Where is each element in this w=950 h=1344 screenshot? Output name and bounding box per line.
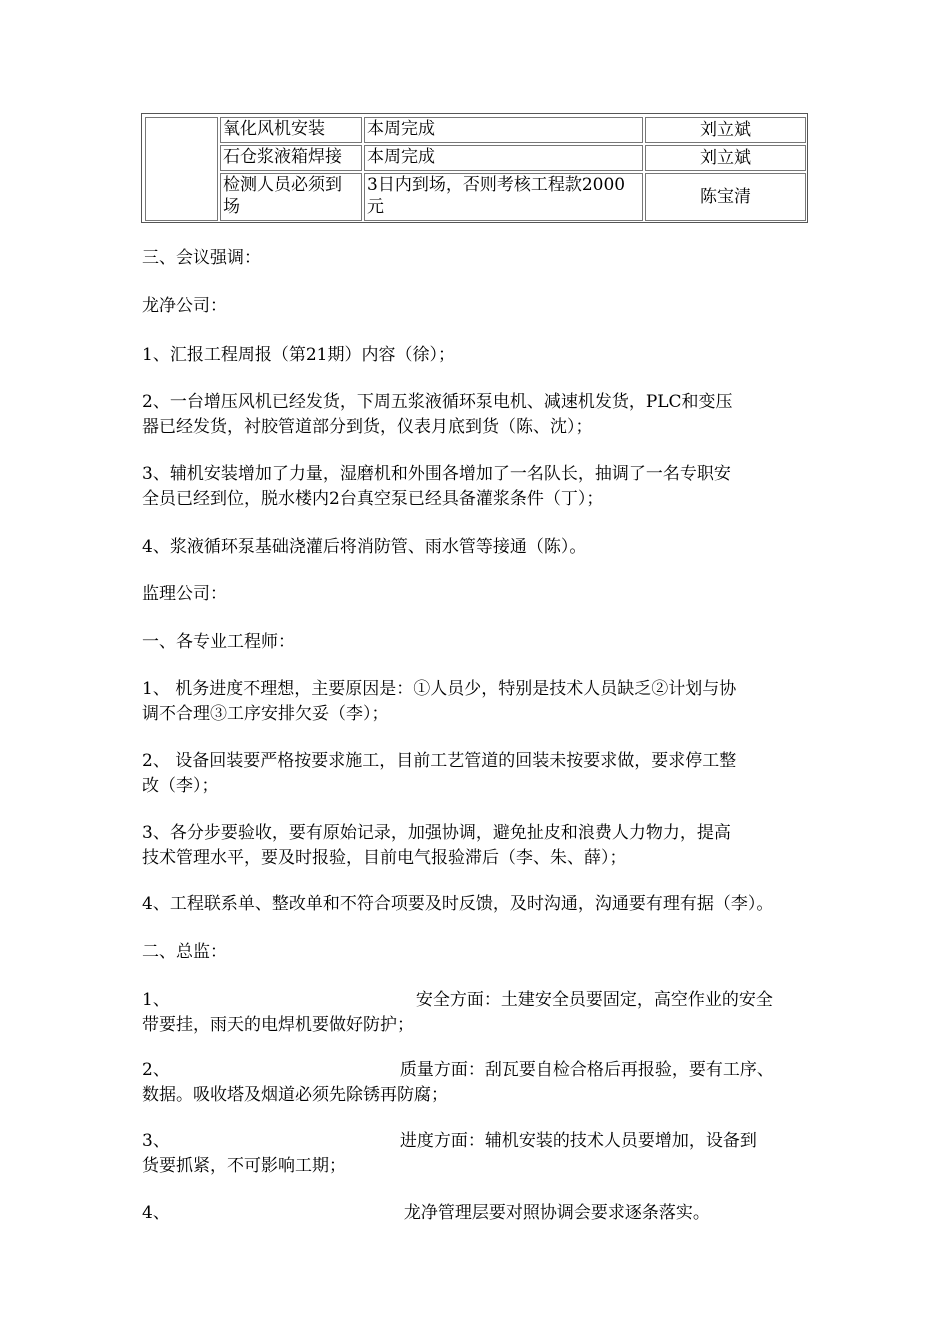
table-cell-item	[220, 173, 362, 221]
list-number: 4、	[142, 1203, 170, 1223]
list-item-line: 改（李）；	[142, 776, 219, 796]
table-cell-status-line2: 元	[367, 197, 384, 217]
table-cell-status: 本周完成	[364, 145, 643, 171]
list-item-line: 2、一台增压风机已经发货，下周五浆液循环泵电机、减速机发货，PLC和变压	[142, 392, 733, 412]
list-item: 4、工程联系单、整改单和不符合项要及时反馈，及时沟通，沟通要有理有据（李）。	[142, 894, 774, 914]
list-number: 1、	[142, 990, 170, 1010]
list-item	[142, 988, 810, 1038]
list-item-line: 全员已经到位，脱水楼内2台真空泵已经具备灌浆条件（丁）；	[142, 489, 604, 509]
list-item	[142, 821, 810, 871]
list-item-line: 技术管理水平，要及时报验，目前电气报验滞后（李、朱、薛）；	[142, 848, 627, 868]
list-item-line: 调不合理③工序安排欠妥（李）；	[142, 704, 389, 724]
table-cell-status: 本周完成	[364, 117, 643, 143]
list-number: 3、	[142, 1131, 170, 1151]
company-label: 龙净公司：	[142, 296, 227, 316]
list-item-line: 3、辅机安装增加了力量，湿磨机和外围各增加了一名队长，抽调了一名专职安	[142, 464, 731, 484]
list-item	[142, 1058, 810, 1108]
list-item-text: 进度方面：辅机安装的技术人员要增加，设备到	[399, 1131, 757, 1151]
list-item-line: 1、 机务进度不理想，主要原因是：①人员少，特别是技术人员缺乏②计划与协	[142, 679, 737, 699]
table-cell-item-line1: 检测人员必须到	[223, 175, 342, 195]
table-cell-owner: 陈宝清	[645, 173, 806, 221]
list-item-line	[142, 988, 810, 1013]
list-item-line	[142, 1201, 810, 1226]
table-cell-item: 石仓浆液箱焊接	[220, 145, 362, 171]
list-item	[142, 390, 810, 440]
progress-table	[141, 113, 808, 223]
section-heading: 三、会议强调：	[142, 248, 261, 268]
list-item	[142, 749, 810, 799]
list-item-line: 带要挂，雨天的电焊机要做好防护；	[142, 1015, 414, 1035]
list-item: 1、汇报工程周报（第21期）内容（徐）；	[142, 345, 455, 365]
table-cell-owner: 刘立斌	[645, 117, 806, 143]
table-cell-status-line1: 3日内到场，否则考核工程款2000	[367, 175, 626, 195]
list-item-line: 数据。吸收塔及烟道必须先除锈再防腐；	[142, 1085, 448, 1105]
list-item	[142, 1129, 810, 1179]
subsection-heading: 一、各专业工程师：	[142, 632, 295, 652]
list-item-line: 器已经发货，衬胶管道部分到货，仪表月底到货（陈、沈）；	[142, 417, 593, 437]
list-item-line: 2、 设备回装要严格按要求施工，目前工艺管道的回装未按要求做，要求停工整	[142, 751, 737, 771]
table-cell-item-line2: 场	[223, 197, 240, 217]
subsection-heading: 二、总监：	[142, 942, 227, 962]
list-item-text: 安全方面：土建安全员要固定，高空作业的安全	[415, 990, 773, 1010]
progress-table-body	[145, 117, 804, 219]
list-item-text: 龙净管理层要对照协调会要求逐条落实。	[403, 1203, 710, 1223]
list-item-line	[142, 1058, 810, 1083]
table-cell-status	[364, 173, 643, 221]
list-item-line	[142, 1129, 810, 1154]
list-item	[142, 1201, 810, 1226]
list-item	[142, 462, 810, 512]
list-item: 4、浆液循环泵基础浇灌后将消防管、雨水管等接通（陈）。	[142, 537, 587, 557]
list-item-line: 货要抓紧，不可影响工期；	[142, 1156, 346, 1176]
list-item	[142, 677, 810, 727]
company-label: 监理公司：	[142, 584, 227, 604]
table-merged-cell	[145, 117, 218, 221]
table-cell-owner: 刘立斌	[645, 145, 806, 171]
list-item-text: 质量方面：刮瓦要自检合格后再报验，要有工序、	[399, 1060, 774, 1080]
table-cell-item: 氧化风机安装	[220, 117, 362, 143]
list-item-line: 3、各分步要验收，要有原始记录，加强协调，避免扯皮和浪费人力物力，提高	[142, 823, 731, 843]
list-number: 2、	[142, 1060, 170, 1080]
